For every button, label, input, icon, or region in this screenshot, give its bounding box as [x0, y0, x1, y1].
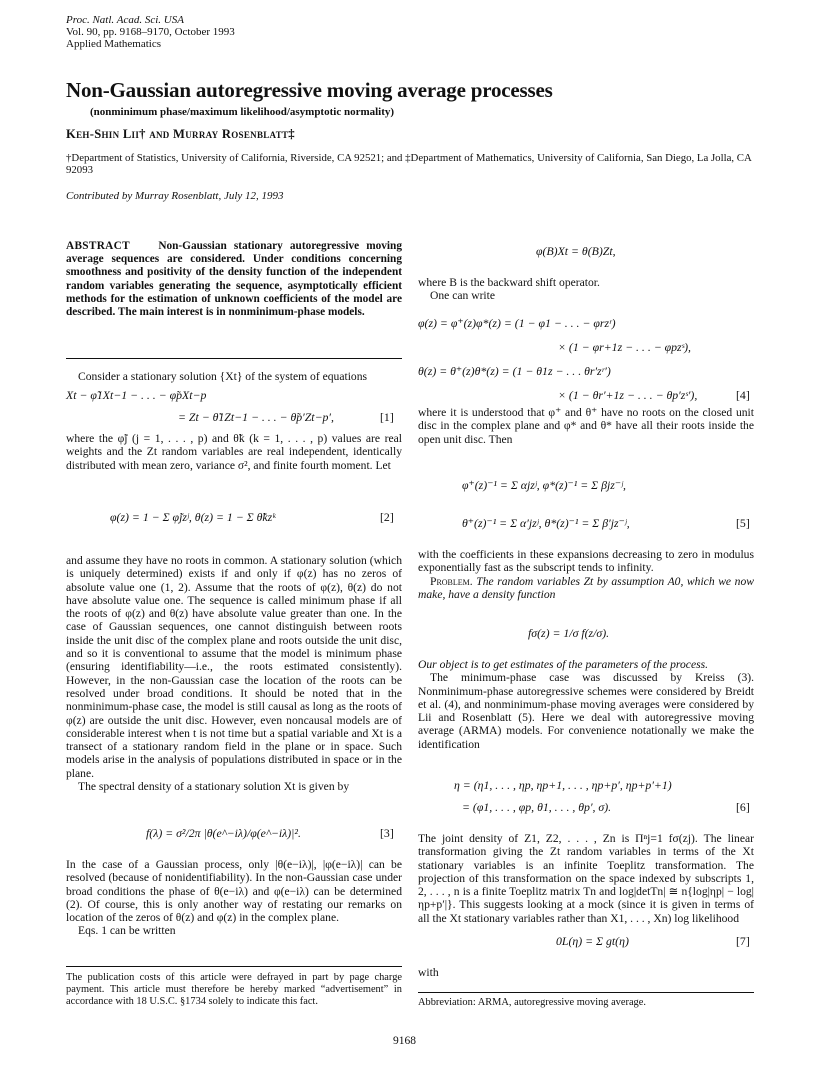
equation-7: 0L(η) = Σ gt(η) [556, 934, 629, 948]
equation-operator: φ(B)Xt = θ(B)Zt, [536, 244, 616, 258]
left-paragraph-6: Eqs. 1 can be written [78, 924, 176, 938]
equation-3-number: [3] [380, 826, 394, 840]
left-column-top [66, 370, 402, 383]
equation-3: f(λ) = σ²/2π |θ(e^−iλ)/φ(e^−iλ)|². [146, 826, 301, 840]
right-paragraph-8: with [418, 966, 439, 979]
authors: Keh-Shin Lii† and Murray Rosenblatt‡ [66, 127, 295, 141]
equation-2-number: [2] [380, 510, 394, 524]
abstract-rule [66, 358, 402, 359]
abstract [66, 240, 402, 319]
equation-4d: × (1 − θr′+1z − . . . − θp′zˢ′), [558, 388, 698, 402]
equation-6b: = (φ1, . . . , φp, θ1, . . . , θp′, σ). [462, 800, 612, 814]
equation-6a: η = (η1, . . . , ηp, ηp+1, . . . , ηp+p′, ηp+p′+1) [454, 778, 672, 792]
equation-5b: θ⁺(z)⁻¹ = Σ α′jzʲ, θ*(z)⁻¹ = Σ β′jz⁻ʲ, [462, 516, 630, 530]
left-column-p3 [66, 554, 402, 793]
equation-1a: Xt − φ̃1Xt−1 − . . . − φ̃pXt−p [66, 388, 207, 402]
right-column-p3 [418, 406, 754, 446]
equation-7-number: [7] [736, 934, 750, 948]
left-column-p5 [66, 858, 402, 938]
left-paragraph-3: and assume they have no roots in common. A stationary solution (which is uniquely determined) exists if and only if φ(z) has no zeros of absolute value one (1, 2). Assume that the roots of φ(z), θ(z) do not have absolute value one. The sequence is called minimum phase if all the roots of φ(z) and θ(z) have absolute value greater than one. In the case of Gaussian sequences, one cannot distinguish between roots inside the unit disc of the complex plane and roots outside the unit disc, and so it is conventional to assume that the model is minimum phase (ensuring identifiability—i.e., the roots estimated consistently). However, in the non-Gaussian case the location of the roots can be resolved under broad conditions. It should be noted that in the nonminimum-phase case, the model is still causal as long as the roots of φ(z) are outside the unit disc. However, even noncausal models are of considerable interest when t is not time but a spatial variable and Xt is a transect of a stationary random field in the plane or in space. Such models arise in the analysis of populations distributed in space or in the plane. [66, 554, 402, 780]
equation-4b: × (1 − φr+1z − . . . − φpzˢ), [558, 340, 692, 354]
right-column-p8 [418, 966, 754, 979]
left-column-p2 [66, 432, 402, 472]
equation-4a: φ(z) = φ⁺(z)φ*(z) = (1 − φ1 − . . . − φrzʳ) [418, 316, 616, 330]
right-column-p5 [418, 658, 754, 751]
right-paragraph-2: One can write [430, 289, 496, 303]
journal-header [66, 14, 235, 50]
abbreviation-footnote: Abbreviation: ARMA, autoregressive moving average. [418, 997, 646, 1008]
abbreviation-rule [418, 992, 754, 993]
equation-2: φ(z) = 1 − Σ φ̃jzʲ, θ(z) = 1 − Σ θ̃kzᵏ [110, 510, 276, 524]
right-column-p4 [418, 548, 754, 601]
journal-name: Proc. Natl. Acad. Sci. USA [66, 14, 184, 26]
problem-statement: The random variables Zt by assumption A0, which we now make, have a density function [418, 574, 754, 601]
right-paragraph-3: where it is understood that φ⁺ and θ⁺ have no roots on the closed unit disc in the complex plane and φ* and θ* have all their roots inside the open unit disc. Then [418, 406, 754, 446]
page-number: 9168 [393, 1035, 416, 1047]
right-paragraph-4: with the coefficients in these expansions decreasing to zero in modulus exponentially fast as the subscript tends to infinity. [418, 548, 754, 575]
footnote-rule [66, 966, 402, 967]
equation-6-number: [6] [736, 800, 750, 814]
right-paragraph-7: The joint density of Z1, Z2, . . . , Zn is Πⁿj=1 fσ(zj). The linear transformation giving the Zt random variables in terms of the Xt stationary variables is an infinite Toeplitz transformation. The projection of this transformation on the space indexed by subscripts 1, 2, . . . , n is a finite Toeplitz matrix Tn and log|detTn| ≅ n{log|ηp| − log|ηp+p′|}. This suggests looking at a mock (since it is given in terms of all the Xt stationary variables rather than X1, . . . , Xn) log likelihood [418, 832, 754, 925]
left-paragraph-1: Consider a stationary solution {Xt} of the system of equations [78, 370, 368, 383]
equation-5a: φ⁺(z)⁻¹ = Σ αjzʲ, φ*(z)⁻¹ = Σ βjz⁻ʲ, [462, 478, 626, 492]
equation-4-number: [4] [736, 388, 750, 402]
left-paragraph-2: where the φ̃j (j = 1, . . . , p) and θ̃k (k = 1, . . . , p) values are real weights and the Zt random variables are real independent, identically distributed with mean zero, variance σ², and finite fourth moment. Let [66, 432, 402, 472]
equation-1b: = Zt − θ̃1Zt−1 − . . . − θ̃p′Zt−p′, [178, 410, 334, 424]
paper-title: Non-Gaussian autoregressive moving average processes [66, 78, 553, 102]
problem-label: Problem. [430, 574, 473, 588]
equation-5-number: [5] [736, 516, 750, 530]
contributed-by: Contributed by Murray Rosenblatt, July 12, 1993 [66, 190, 284, 202]
publication-footnote: The publication costs of this article were defrayed in part by page charge payment. This article must therefore be hereby marked “advertisement” in accordance with 18 U.S.C. §1734 solely to indicate this fact. [66, 972, 402, 1007]
keywords: (nonminimum phase/maximum likelihood/asymptotic normality) [90, 106, 395, 118]
equation-4c: θ(z) = θ⁺(z)θ*(z) = (1 − θ1z − . . . θr′zʳ′) [418, 364, 611, 378]
equation-density: fσ(z) = 1/σ f(z/σ). [528, 626, 610, 640]
left-paragraph-5: In the case of a Gaussian process, only |θ(e−iλ)|, |φ(e−iλ)| can be resolved (because of nonidentifiability). In the non-Gaussian case under broad conditions the phase of θ(e−iλ) and φ(e−iλ) can be determined (2). Of course, this is only another way of restating our remarks on location of the zeros of θ(z) and φ(z) in the complex plane. [66, 858, 402, 925]
right-paragraph-1: where B is the backward shift operator. [418, 276, 600, 289]
right-column-p7 [418, 832, 754, 925]
left-paragraph-4: The spectral density of a stationary solution Xt is given by [78, 780, 350, 794]
journal-volume: Vol. 90, pp. 9168–9170, October 1993 [66, 26, 235, 38]
abstract-label: ABSTRACT [66, 240, 130, 252]
abstract-text: Non-Gaussian stationary autoregressive moving average sequences are considered. Under conditions concerning smoothness and positivity of the density function of the independent random variables generating the sequence, asymptotically efficient methods for the estimation of unknown coefficients of the model are described. The main interest is in nonminimum-phase models. [66, 240, 402, 319]
right-paragraph-6: The minimum-phase case was discussed by Kreiss (3). Nonminimum-phase autoregressive schemes were considered by Breidt et al. (4), and nonminimum-phase moving averages were considered by Lii and Rosenblatt (5). Here we deal with autoregressive moving average (ARMA) models. For convenience notationally we make the identification [418, 671, 754, 751]
equation-1-number: [1] [380, 410, 394, 424]
journal-section: Applied Mathematics [66, 38, 162, 50]
right-paragraph-5: Our object is to get estimates of the parameters of the process. [418, 658, 709, 671]
right-column-p1 [418, 276, 754, 303]
affiliation: †Department of Statistics, University of California, Riverside, CA 92521; and ‡Department of Mathematics, University of California, San Diego, La Jolla, CA 92093 [66, 152, 752, 176]
